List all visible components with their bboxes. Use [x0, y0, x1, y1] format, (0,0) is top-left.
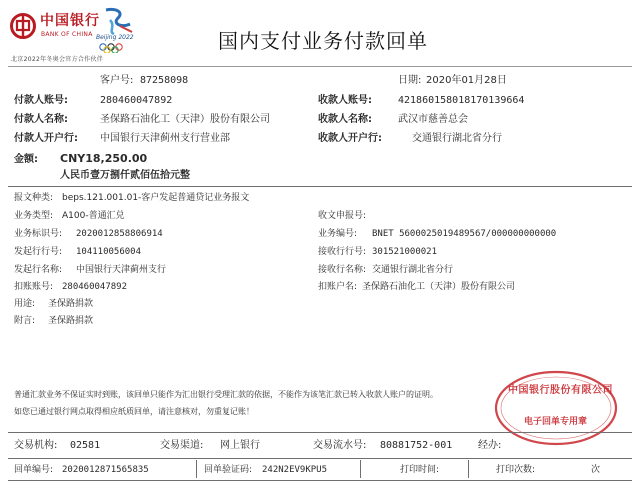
recv-bank-name: 交通银行湖北省分行: [372, 265, 454, 275]
institution-value: 02581: [70, 440, 101, 451]
biz-type: A100-普通汇兑: [62, 211, 125, 221]
stamp-ring-text: 中国银行股份有限公司: [508, 385, 613, 396]
footer-sep-2: [360, 460, 361, 478]
print-count-label: 打印次数:: [496, 465, 536, 475]
bank-logo-en: BANK OF CHINA: [41, 31, 93, 38]
stamp-ellipse-icon: [492, 368, 620, 448]
footer-divider-top: [8, 432, 632, 433]
send-bank-no-label: 发起行行号:: [14, 247, 63, 257]
header-divider: [8, 66, 632, 67]
payee-bank: 交通银行湖北省分行: [412, 133, 502, 144]
sponsor-line: 北京2022年冬奥会官方合作伙伴: [11, 56, 104, 63]
debit-user: 圣保路石油化工（天津）股份有限公司: [362, 282, 516, 292]
date-label: 日期:: [398, 75, 422, 86]
payee-name-label: 收款人名称:: [318, 114, 372, 125]
stamp-center-text: 电子回单专用章: [524, 417, 588, 427]
olympic-emblem-icon: [98, 6, 138, 36]
payee-account: 421860158018170139664: [398, 95, 525, 106]
remark-label: 附言:: [14, 316, 36, 326]
footer-divider-bottom: [8, 480, 632, 481]
biz-no-label: 业务编号:: [318, 229, 358, 239]
payer-bank: 中国银行天津蓟州支行营业部: [100, 133, 230, 144]
recv-bank-no-label: 接收行行号:: [318, 247, 367, 257]
usage-label: 用途:: [14, 299, 36, 309]
biz-id: 2020012858806914: [76, 229, 163, 239]
debit-user-label: 扣账户名:: [318, 282, 358, 292]
customer-no: 87258098: [140, 75, 189, 86]
bank-of-china-logo-icon: [10, 13, 36, 39]
payee-account-label: 收款人账号:: [318, 95, 372, 106]
payee-bank-label: 收款人开户行:: [318, 133, 382, 144]
biz-id-label: 业务标识号:: [14, 229, 63, 239]
verify-code: 242N2EV9KPU5: [262, 465, 328, 475]
bank-logo: [10, 11, 100, 41]
receipt-no-label: 回单编号:: [14, 465, 54, 475]
payer-bank-label: 付款人开户行:: [14, 133, 78, 144]
olympic-rings-icon: [97, 43, 137, 53]
amount-value: CNY18,250.00: [60, 152, 148, 165]
debit-acct-label: 扣账账号:: [14, 282, 54, 292]
payer-name-label: 付款人名称:: [14, 114, 68, 125]
serial-value: 80881752-001: [380, 440, 453, 451]
msg-type-label: 报文种类:: [14, 193, 54, 203]
olympic-emblem: [96, 6, 140, 52]
serial-label: 交易流水号:: [313, 440, 367, 451]
biz-type-label: 业务类型:: [14, 211, 54, 221]
payer-account-label: 付款人账号:: [14, 95, 68, 106]
official-stamp: [492, 368, 620, 448]
footer-divider-mid: [8, 458, 632, 459]
page-title: 国内支付业务付款回单: [218, 29, 428, 53]
payee-name: 武汉市慈善总会: [398, 114, 468, 125]
verify-label: 回单验证码:: [204, 465, 253, 475]
olympic-text: Beijing 2022: [96, 34, 134, 41]
notice-line-1: 普通汇款业务不保证实时到账，该回单只能作为汇出银行受理汇款的依据，不能作为该笔汇款已转入收款人账户的证明。: [14, 390, 438, 399]
channel-label: 交易渠道:: [160, 440, 204, 451]
print-time-label: 打印时间:: [400, 465, 440, 475]
customer-no-label: 客户号:: [100, 75, 134, 86]
institution-label: 交易机构:: [14, 440, 58, 451]
times-suffix: 次: [591, 465, 601, 475]
usage-value: 圣保路捐款: [48, 299, 94, 309]
top-divider: [8, 186, 632, 187]
bank-logo-cn: 中国银行: [40, 13, 100, 29]
amount-label: 金额:: [14, 154, 38, 165]
receipt-no: 2020012871565835: [62, 465, 149, 475]
debit-acct: 280460047892: [62, 282, 128, 292]
msg-type: beps.121.001.01-客户发起普通贷记业务报文: [62, 193, 250, 203]
recv-bank-name-label: 接收行名称:: [318, 265, 367, 275]
footer-sep-3: [468, 460, 469, 478]
payer-name: 圣保路石油化工（天津）股份有限公司: [100, 114, 270, 125]
recv-bank-no: 301521000021: [372, 247, 438, 257]
send-bank-name-label: 发起行名称:: [14, 265, 63, 275]
biz-no: BNET 5600025019489567/000000000000: [372, 229, 557, 239]
footer-sep-1: [196, 460, 197, 478]
channel-value: 网上银行: [220, 440, 260, 451]
remark-value: 圣保路捐款: [48, 316, 94, 326]
payer-account: 280460047892: [100, 95, 173, 106]
amount-words: 人民币壹万捌仟贰佰伍拾元整: [60, 170, 190, 181]
inbox-label: 收文申报号:: [318, 211, 367, 221]
notice-line-2: 如您已通过银行网点取得相应纸质回单，请注意核对，勿重复记账！: [14, 407, 254, 416]
send-bank-no: 104110056004: [76, 247, 142, 257]
date-value: 2020年01月28日: [426, 75, 507, 86]
handler-label: 经办:: [478, 440, 502, 451]
send-bank-name: 中国银行天津蓟州支行: [76, 265, 167, 275]
